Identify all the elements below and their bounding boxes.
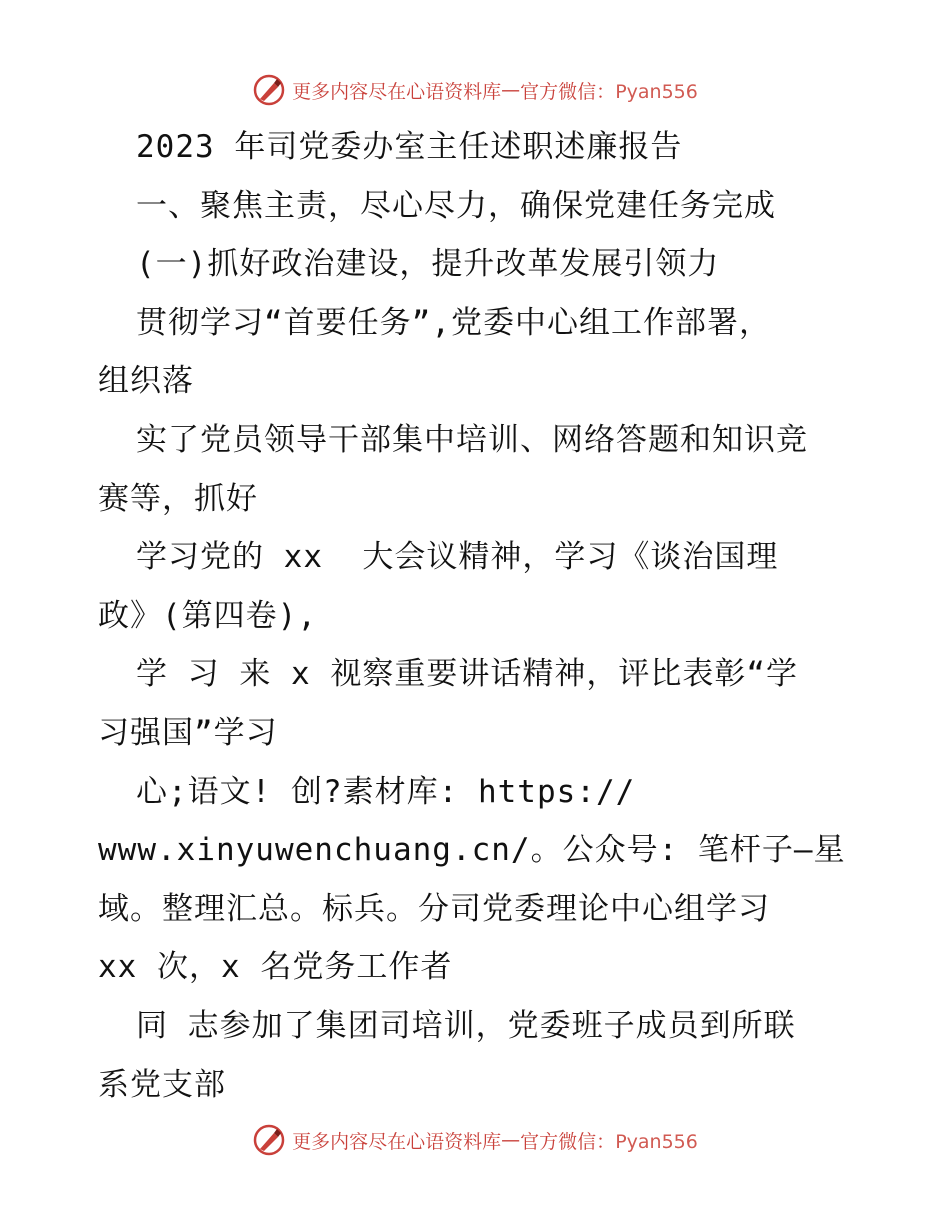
document-title: 2023 年司党委办室主任述职述廉报告 bbox=[136, 129, 683, 165]
banner-text: 更多内容尽在心语资料库 bbox=[292, 80, 502, 103]
paragraph-line: 实了党员领导干部集中培训、网络答题和知识竞 bbox=[136, 421, 808, 458]
subsection-heading: (一)抓好政治建设，提升改革发展引领力 bbox=[136, 246, 720, 283]
banner-wechat bbox=[520, 77, 698, 104]
banner-text: 更多内容尽在心语资料库 bbox=[292, 1130, 502, 1153]
banner-wechat bbox=[520, 1127, 698, 1154]
paragraph-line: 习强国”学习 bbox=[98, 714, 278, 751]
pen-seal-icon bbox=[252, 1123, 286, 1157]
paragraph-line: www.xinyuwenchuang.cn/。公众号: 笔杆子—星 bbox=[98, 832, 846, 869]
banner-wechat-id: Pyan556 bbox=[615, 1130, 698, 1153]
footer-watermark-banner bbox=[0, 1120, 950, 1160]
paragraph-line: 赛等，抓好 bbox=[98, 480, 258, 517]
paragraph-line: 系党支部 bbox=[98, 1066, 226, 1103]
header-watermark-banner bbox=[0, 70, 950, 110]
paragraph-line: 贯彻学习“首要任务”,党委中心组工作部署， bbox=[136, 304, 771, 341]
pen-seal-icon bbox=[252, 73, 286, 107]
paragraph-line: 学 习 来 x 视察重要讲话精神，评比表彰“学 bbox=[136, 656, 798, 693]
paragraph-line: 心;语文! 创?素材库: https:// bbox=[136, 773, 636, 810]
paragraph-line: 同 志参加了集团司培训，党委班子成员到所联 bbox=[136, 1007, 796, 1044]
banner-separator: — bbox=[501, 1129, 521, 1151]
section-heading: 一、聚焦主责，尽心尽力，确保党建任务完成 bbox=[136, 187, 776, 224]
paragraph-line: 组织落 bbox=[98, 363, 194, 400]
paragraph-line: 政》(第四卷), bbox=[98, 597, 317, 634]
banner-wechat-label: 官方微信： bbox=[520, 80, 616, 103]
banner-wechat-id: Pyan556 bbox=[615, 80, 698, 103]
document-body bbox=[98, 118, 858, 1114]
paragraph-line: xx 次，x 名党务工作者 bbox=[98, 949, 453, 986]
banner-wechat-label: 官方微信： bbox=[520, 1130, 616, 1153]
banner-separator: — bbox=[501, 79, 521, 101]
paragraph-line: 域。整理汇总。标兵。分司党委理论中心组学习 bbox=[98, 890, 770, 927]
paragraph-line: 学习党的 xx 大会议精神，学习《谈治国理 bbox=[136, 539, 779, 576]
